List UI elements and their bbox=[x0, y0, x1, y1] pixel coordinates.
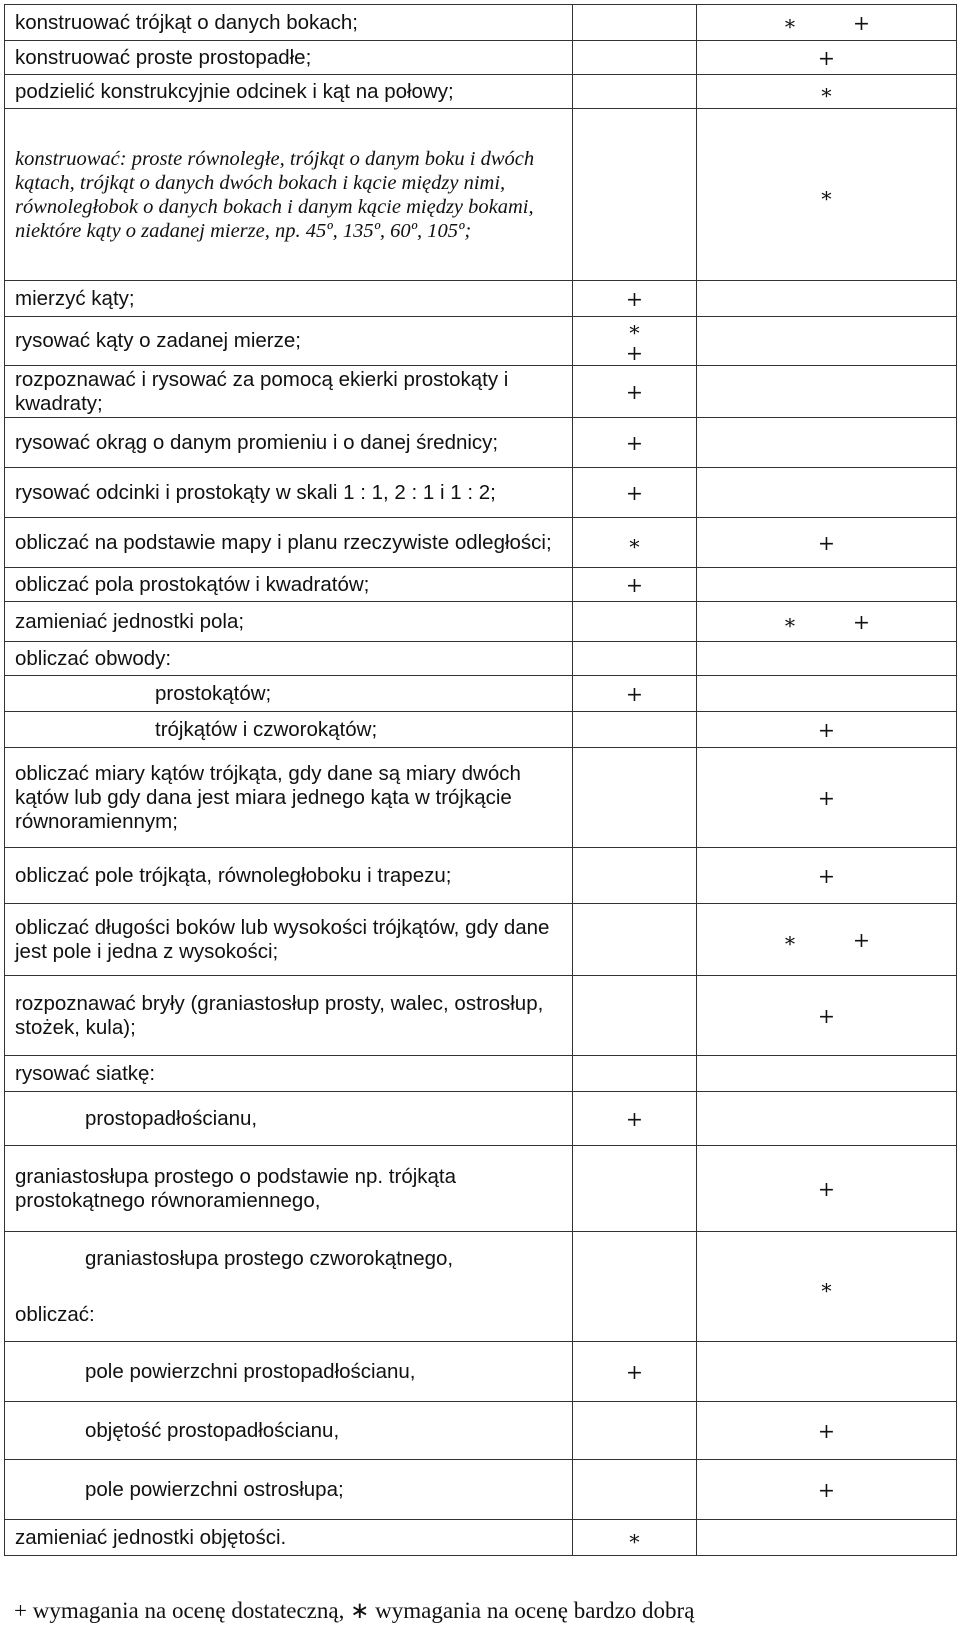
grade-dostateczny-cell: + bbox=[573, 1092, 697, 1146]
grade-bardzo-dobry-cell: + bbox=[697, 848, 957, 904]
table-row bbox=[5, 602, 957, 642]
table-row bbox=[5, 109, 957, 281]
grade-dostateczny-cell: + bbox=[573, 366, 697, 418]
grade-dostateczny-cell: + bbox=[573, 1342, 697, 1402]
requirements-table-body bbox=[5, 5, 957, 1556]
requirement-subitem: objętość prostopadłościanu, bbox=[85, 1418, 340, 1442]
grade-dostateczny-cell bbox=[573, 1402, 697, 1460]
grade-dostateczny-cell bbox=[573, 109, 697, 281]
grade-dostateczny-cell bbox=[573, 748, 697, 848]
requirement-text: prostokątów; bbox=[5, 676, 573, 712]
grade-dostateczny-cell bbox=[573, 712, 697, 748]
grade-bardzo-dobry-cell: ∗ + bbox=[697, 904, 957, 976]
grade-bardzo-dobry-cell: ∗ bbox=[697, 109, 957, 281]
table-row bbox=[5, 1092, 957, 1146]
grade-bardzo-dobry-cell bbox=[697, 1056, 957, 1092]
table-row bbox=[5, 518, 957, 568]
table-row bbox=[5, 976, 957, 1056]
table-row bbox=[5, 5, 957, 41]
table-row bbox=[5, 848, 957, 904]
grade-bardzo-dobry-cell bbox=[697, 1520, 957, 1556]
table-row bbox=[5, 418, 957, 468]
grade-bardzo-dobry-cell: + bbox=[697, 976, 957, 1056]
grade-dostateczny-cell bbox=[573, 41, 697, 75]
table-row bbox=[5, 904, 957, 976]
grade-dostateczny-cell bbox=[573, 75, 697, 109]
grade-dostateczny-cell bbox=[573, 602, 697, 642]
requirement-text: rysować okrąg o danym promieniu i o danej średnicy; bbox=[5, 418, 573, 468]
grade-dostateczny-cell: + bbox=[573, 676, 697, 712]
grade-bardzo-dobry-cell: ∗ bbox=[697, 1232, 957, 1342]
table-row bbox=[5, 1402, 957, 1460]
requirement-text bbox=[5, 1460, 573, 1520]
grade-dostateczny-cell bbox=[573, 5, 697, 41]
requirement-text: obliczać pole trójkąta, równoległoboku i trapezu; bbox=[5, 848, 573, 904]
grade-dostateczny-cell bbox=[573, 1460, 697, 1520]
grade-bardzo-dobry-cell bbox=[697, 1342, 957, 1402]
requirement-text: konstruować proste prostopadłe; bbox=[5, 41, 573, 75]
table-row bbox=[5, 366, 957, 418]
requirement-text: trójkątów i czworokątów; bbox=[5, 712, 573, 748]
grade-bardzo-dobry-cell: + bbox=[697, 748, 957, 848]
grade-dostateczny-cell: + bbox=[573, 568, 697, 602]
requirement-group-label: obliczać: bbox=[15, 1302, 95, 1326]
grade-dostateczny-cell bbox=[573, 976, 697, 1056]
requirement-text: rysować odcinki i prostokąty w skali 1 : 1, 2 : 1 i 1 : 2; bbox=[5, 468, 573, 518]
grade-bardzo-dobry-cell: + bbox=[697, 1402, 957, 1460]
requirement-text bbox=[5, 1402, 573, 1460]
table-row bbox=[5, 748, 957, 848]
grade-dostateczny-cell bbox=[573, 904, 697, 976]
table-row bbox=[5, 1520, 957, 1556]
grade-bardzo-dobry-cell: + bbox=[697, 41, 957, 75]
requirement-subitem: pole powierzchni prostopadłościanu, bbox=[85, 1359, 416, 1383]
grade-bardzo-dobry-cell bbox=[697, 281, 957, 317]
grade-dostateczny-cell: ∗ bbox=[573, 518, 697, 568]
requirement-text: zamieniać jednostki objętości. bbox=[5, 1520, 573, 1556]
grade-dostateczny-cell: + bbox=[573, 418, 697, 468]
grade-bardzo-dobry-cell bbox=[697, 366, 957, 418]
grade-bardzo-dobry-cell bbox=[697, 676, 957, 712]
requirement-text: graniastosłupa prostego o podstawie np. trójkąta prostokątnego równoramiennego, bbox=[5, 1146, 573, 1232]
requirements-table bbox=[4, 4, 957, 1556]
grade-bardzo-dobry-cell bbox=[697, 642, 957, 676]
requirement-text: rysować kąty o zadanej mierze; bbox=[5, 317, 573, 366]
grade-bardzo-dobry-cell bbox=[697, 1092, 957, 1146]
table-row bbox=[5, 468, 957, 518]
requirement-text: rozpoznawać i rysować za pomocą ekierki prostokąty i kwadraty; bbox=[5, 366, 573, 418]
requirement-text: obliczać obwody: bbox=[5, 642, 573, 676]
table-row bbox=[5, 676, 957, 712]
grade-dostateczny-cell: + bbox=[573, 468, 697, 518]
table-row bbox=[5, 317, 957, 366]
grade-dostateczny-cell: + bbox=[573, 281, 697, 317]
grade-bardzo-dobry-cell: + bbox=[697, 712, 957, 748]
grade-bardzo-dobry-cell: ∗ bbox=[697, 75, 957, 109]
grade-dostateczny-cell bbox=[573, 1056, 697, 1092]
table-row bbox=[5, 568, 957, 602]
grade-dostateczny-cell: ∗ bbox=[573, 1520, 697, 1556]
grade-dostateczny-cell: ∗+ bbox=[573, 317, 697, 366]
table-row bbox=[5, 1056, 957, 1092]
table-row bbox=[5, 1460, 957, 1520]
table-row bbox=[5, 41, 957, 75]
requirement-text: rozpoznawać bryły (graniastosłup prosty, walec, ostrosłup, stożek, kula); bbox=[5, 976, 573, 1056]
grade-bardzo-dobry-cell bbox=[697, 418, 957, 468]
grade-bardzo-dobry-cell: + bbox=[697, 1460, 957, 1520]
table-row bbox=[5, 642, 957, 676]
grade-bardzo-dobry-cell bbox=[697, 568, 957, 602]
requirement-subitem: graniastosłupa prostego czworokątnego, bbox=[85, 1246, 454, 1270]
requirement-subitem: prostopadłościanu, bbox=[85, 1106, 258, 1130]
requirement-text: zamieniać jednostki pola; bbox=[5, 602, 573, 642]
grade-bardzo-dobry-cell: ∗ + bbox=[697, 5, 957, 41]
table-row bbox=[5, 281, 957, 317]
requirement-text bbox=[5, 1342, 573, 1402]
grade-bardzo-dobry-cell: ∗ + bbox=[697, 602, 957, 642]
table-row bbox=[5, 1342, 957, 1402]
grade-bardzo-dobry-cell: + bbox=[697, 1146, 957, 1232]
requirement-text: obliczać długości boków lub wysokości trójkątów, gdy dane jest pole i jedna z wysokości; bbox=[5, 904, 573, 976]
table-row bbox=[5, 712, 957, 748]
requirement-text bbox=[5, 1232, 573, 1342]
grade-bardzo-dobry-cell bbox=[697, 468, 957, 518]
grade-dostateczny-cell bbox=[573, 642, 697, 676]
requirement-text: obliczać pola prostokątów i kwadratów; bbox=[5, 568, 573, 602]
legend-footnote: + wymagania na ocenę dostateczną, ∗ wymagania na ocenę bardzo dobrą bbox=[14, 1598, 695, 1623]
requirement-subitem: pole powierzchni ostrosłupa; bbox=[85, 1477, 344, 1501]
requirement-text: konstruować trójkąt o danych bokach; bbox=[5, 5, 573, 41]
requirement-text: mierzyć kąty; bbox=[5, 281, 573, 317]
requirement-text: obliczać na podstawie mapy i planu rzeczywiste odległości; bbox=[5, 518, 573, 568]
table-row bbox=[5, 1232, 957, 1342]
grade-bardzo-dobry-cell: + bbox=[697, 518, 957, 568]
grade-dostateczny-cell bbox=[573, 848, 697, 904]
grade-bardzo-dobry-cell bbox=[697, 317, 957, 366]
requirement-text bbox=[5, 1092, 573, 1146]
grade-dostateczny-cell bbox=[573, 1146, 697, 1232]
grade-dostateczny-cell bbox=[573, 1232, 697, 1342]
requirement-text: konstruować: proste równoległe, trójkąt o danym boku i dwóch kątach, trójkąt o danych dwóch bokach i kącie między nimi, równoległobok o danych bokach i danym kącie między bokami, niektóre kąty o zadanej mierze, np. 45º, 135º, 60º, 105º; bbox=[5, 109, 573, 281]
requirement-text: podzielić konstrukcyjnie odcinek i kąt na połowy; bbox=[5, 75, 573, 109]
requirement-text: rysować siatkę: bbox=[5, 1056, 573, 1092]
requirement-text: obliczać miary kątów trójkąta, gdy dane są miary dwóch kątów lub gdy dana jest miara jednego kąta w trójkącie równoramiennym; bbox=[5, 748, 573, 848]
table-row bbox=[5, 75, 957, 109]
table-row bbox=[5, 1146, 957, 1232]
